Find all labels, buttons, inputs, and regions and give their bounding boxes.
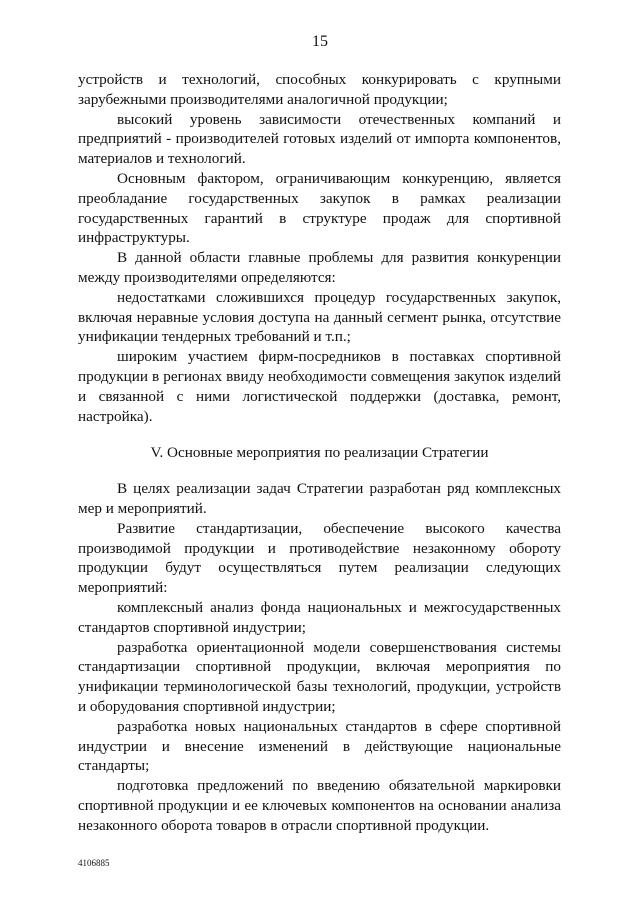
paragraph: В целях реализации задач Стратегии разработан ряд комплексных мер и мероприятий. bbox=[78, 480, 561, 517]
paragraph: В данной области главные проблемы для развития конкуренции между производителями определяются: bbox=[78, 249, 561, 286]
document-code: 4106885 bbox=[78, 858, 110, 868]
paragraph: устройств и технологий, способных конкурировать с крупными зарубежными производителями аналогичной продукции; bbox=[78, 71, 561, 108]
paragraph: Основным фактором, ограничивающим конкуренцию, является преобладание государственных закупок в рамках реализации государственных гарантий в структуре продаж для спортивной инфраструктуры. bbox=[78, 169, 561, 247]
paragraph: подготовка предложений по введению обязательной маркировки спортивной продукции и ее ключевых компонентов на основании анализа незаконного оборота товаров в отрасли спортивной продукции. bbox=[78, 777, 561, 834]
paragraph: недостатками сложившихся процедур государственных закупок, включая неравные условия доступа на данный сегмент рынка, отсутствие унификации тендерных требований и т.п.; bbox=[78, 288, 561, 346]
paragraph: высокий уровень зависимости отечественных компаний и предприятий - производителей готовых изделий от импорта компонентов, материалов и технологий. bbox=[78, 110, 561, 168]
document-body bbox=[78, 70, 561, 835]
page-number: 15 bbox=[312, 33, 328, 50]
paragraph: Развитие стандартизации, обеспечение высокого качества производимой продукции и противодействие незаконному обороту продукции будут осуществляться путем реализации следующих мероприятий: bbox=[78, 519, 561, 597]
paragraph: широким участием фирм-посредников в поставках спортивной продукции в регионах ввиду необходимости совмещения закупок изделий и связанной с ними логистической поддержки (доставка, ремонт, настройка). bbox=[78, 348, 561, 425]
paragraph: разработка ориентационной модели совершенствования системы стандартизации спортивной продукции, включая мероприятия по унификации терминологической базы технологий, продукции, устройств и оборудования спортивной индустрии; bbox=[78, 638, 561, 715]
paragraph: разработка новых национальных стандартов в сфере спортивной индустрии и внесение изменений в действующие национальные стандарты; bbox=[78, 717, 561, 775]
section-heading: V. Основные мероприятия по реализации Стратегии bbox=[150, 444, 489, 462]
paragraph: комплексный анализ фонда национальных и межгосударственных стандартов спортивной индустрии; bbox=[78, 598, 561, 636]
